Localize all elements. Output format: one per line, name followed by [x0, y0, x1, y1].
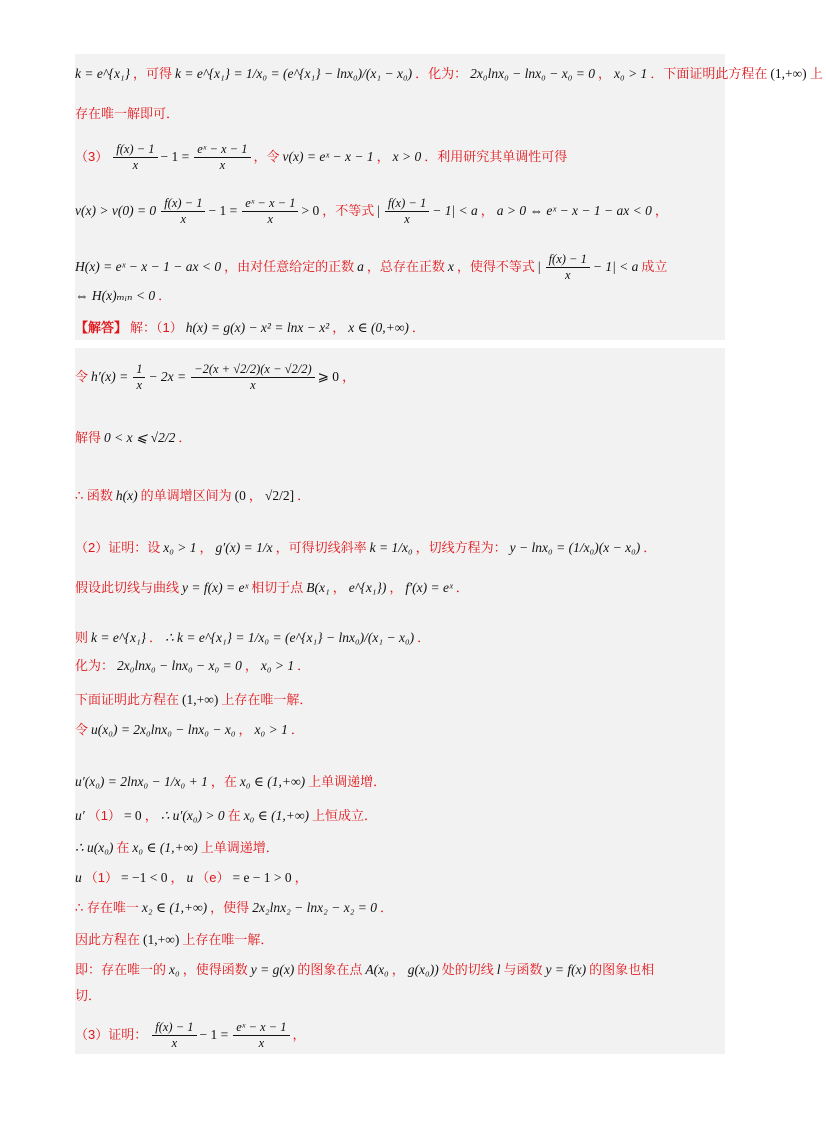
text: ，: [199, 540, 213, 555]
math: v(x) > v(0) = 0: [75, 203, 157, 218]
text: ．: [297, 658, 311, 673]
math: |: [537, 259, 541, 274]
math: − 1| < a: [592, 259, 639, 274]
text: ，使得不等式: [456, 259, 535, 274]
text: ．: [290, 722, 304, 737]
solution-line-11: [75, 808, 380, 824]
text: 成立: [641, 259, 668, 274]
text: ，: [292, 1027, 306, 1042]
math: l: [496, 962, 501, 977]
analysis-line-2: [75, 106, 182, 122]
text: ，: [376, 149, 390, 164]
math: A(x₀: [365, 962, 389, 977]
text: 上: [809, 66, 823, 81]
math: 0 < x ⩽ √2/2: [104, 430, 176, 445]
text: 即：存在唯一的: [75, 962, 167, 977]
text: ，由对任意给定的正数: [224, 259, 355, 274]
text: 上存在唯一解．: [221, 692, 313, 707]
text: （2）证明：设: [75, 540, 161, 555]
text: （3）: [75, 149, 109, 164]
solution-line-6: [75, 630, 433, 646]
math: h′(x) =: [91, 369, 129, 384]
math: u′: [75, 808, 85, 823]
solution-line-4: [75, 540, 659, 556]
text: ∴ 存在唯一: [75, 900, 139, 915]
math: h(x): [115, 488, 138, 503]
analysis-panel: [75, 54, 823, 340]
text: ．: [178, 430, 192, 445]
solution-line-1: [75, 362, 358, 393]
text: ，使得函数: [182, 962, 248, 977]
math: |: [377, 203, 380, 218]
text: 存在唯一解即可．: [75, 106, 180, 121]
solution-line-2: [75, 430, 194, 446]
text: ，: [332, 320, 346, 335]
text: 令: [75, 722, 89, 737]
fraction: $\frac{f(x) - 1}{x}$: [385, 196, 429, 227]
text: ∴ 函数: [75, 488, 113, 503]
math: k = 1/x₀: [369, 540, 413, 555]
math: B(x₁: [306, 580, 330, 595]
math: y = g(x): [250, 962, 295, 977]
analysis-line-5: [75, 252, 670, 283]
text: 上存在唯一解．: [182, 932, 274, 947]
math: u: [75, 870, 82, 885]
fraction: $\frac{-2(x + √2/2)(x - √2/2)}{x}$: [191, 362, 314, 393]
math: − 1 =: [208, 203, 238, 218]
math: u(x₀) = 2x₀lnx₀ − lnx₀ − x₀: [91, 722, 236, 737]
math: e^{x₁}): [348, 580, 387, 595]
text: 在: [116, 840, 130, 855]
text: ，: [391, 962, 405, 977]
math: (1,+∞): [182, 692, 219, 707]
text: 因此方程在: [75, 932, 141, 947]
math: − 1 =: [199, 1027, 229, 1042]
math: (1,+∞): [770, 66, 807, 81]
math: x ∈ (0,+∞): [348, 320, 409, 335]
math: 2x₀lnx₀ − lnx₀ − x₀ = 0: [470, 66, 595, 81]
math: g′(x) = 1/x: [215, 540, 273, 555]
math: h(x) = g(x) − x² = lnx − x²: [185, 320, 330, 335]
text: ，: [244, 658, 258, 673]
math: x₀ > 1: [260, 658, 295, 673]
text: 解得: [75, 430, 102, 445]
fraction: $\frac{\text{eˣ − x − 1}}{x}$: [242, 196, 298, 227]
text: 上恒成立．: [311, 808, 377, 823]
math: a > 0 ⇔ eˣ − x − 1 − ax < 0: [496, 203, 652, 218]
solution-line-15: [75, 932, 276, 948]
text: 的单调增区间为: [140, 488, 232, 503]
text: ，: [144, 808, 158, 823]
text: （1）: [84, 870, 118, 885]
math: x₀: [169, 962, 180, 977]
solution-line-18: [75, 1020, 309, 1051]
solution-line-17: [75, 988, 104, 1004]
math: k = e^{x₁}: [91, 630, 147, 645]
fraction: $\frac{f(x) - 1}{x}$: [546, 252, 590, 283]
text: ，: [332, 580, 346, 595]
text: ．: [411, 320, 425, 335]
math: 2x₂lnx₂ − lnx₂ − x₂ = 0: [252, 900, 378, 915]
math: x₀ ∈ (1,+∞): [239, 774, 306, 789]
text: 上单调递增．: [200, 840, 279, 855]
solution-line-8: [75, 692, 315, 708]
solution-panel: [75, 348, 725, 1054]
text: （3）证明：: [75, 1027, 148, 1042]
math: y = f(x) = eˣ: [182, 580, 249, 595]
math: 2x₀lnx₀ − lnx₀ − x₀ = 0: [117, 658, 242, 673]
text: ．: [417, 630, 431, 645]
analysis-line-1: [75, 66, 826, 82]
analysis-line-6: [75, 288, 174, 304]
math: k = e^{x₁} = 1/x₀ = (e^{x₁} − lnx₀)/(x₁ − x₀): [175, 66, 413, 81]
text: 化为：: [75, 658, 115, 673]
text: ，总存在正数: [366, 259, 445, 274]
fraction: $\frac{f(x) - 1}{x}$: [152, 1020, 196, 1051]
math: − 1 =: [160, 149, 190, 164]
math: u′(x₀) = 2lnx₀ − 1/x₀ + 1: [75, 774, 208, 789]
math: ∴ k = e^{x₁} = 1/x₀ = (e^{x₁} − lnx₀)/(x₁ − x₀): [165, 630, 415, 645]
text: ，: [248, 488, 262, 503]
math: u: [186, 870, 194, 885]
analysis-line-3: [75, 142, 570, 173]
math: H(x) = eˣ − x − 1 − ax < 0: [75, 259, 222, 274]
text: 与函数: [503, 962, 543, 977]
text: 切．: [75, 988, 102, 1003]
analysis-line-7: [75, 320, 428, 336]
math: v(x) = eˣ − x − 1: [282, 149, 374, 164]
text: 令: [75, 369, 89, 384]
math: f′(x) = eˣ: [405, 580, 453, 595]
text: ，: [480, 203, 494, 218]
math: = e − 1 > 0: [232, 870, 292, 885]
math: k = e^{x₁}: [75, 66, 131, 81]
math: x₀ > 1: [163, 540, 197, 555]
solution-line-13: [75, 870, 311, 886]
answer-label: 【解答】: [75, 320, 128, 335]
text: 假设此切线与曲线: [75, 580, 180, 595]
math: − 1| < a: [432, 203, 478, 218]
text: 处的切线: [441, 962, 494, 977]
text: ．: [455, 580, 469, 595]
solution-line-7: [75, 658, 313, 674]
text: ．: [380, 900, 394, 915]
math: x: [447, 259, 454, 274]
text: ，切线方程为：: [415, 540, 507, 555]
text: 下面证明此方程在: [75, 692, 180, 707]
text: ，: [294, 870, 308, 885]
text: ．: [643, 540, 657, 555]
solution-line-10: [75, 774, 389, 790]
text: ，: [389, 580, 403, 595]
text: ．: [158, 288, 172, 303]
fraction: $\frac{\text{eˣ − x − 1}}{x}$: [233, 1020, 289, 1051]
math: ∴ u′(x₀) > 0: [160, 808, 225, 823]
text: ，令: [253, 149, 280, 164]
math: a: [357, 259, 364, 274]
solution-line-3: [75, 488, 313, 504]
math: > 0: [301, 203, 320, 218]
math: = 0: [123, 808, 142, 823]
math: y − lnx₀ = (1/x₀)(x − x₀): [509, 540, 641, 555]
text: ．化为：: [415, 66, 468, 81]
text: 上单调递增．: [308, 774, 387, 789]
math: (1,+∞): [143, 932, 180, 947]
solution-line-5: [75, 580, 472, 596]
text: （1）: [87, 808, 121, 823]
text: ，可得: [133, 66, 173, 81]
fraction: $\frac{f(x) - 1}{x}$: [113, 142, 157, 173]
math: g(x₀)): [407, 962, 439, 977]
text: 的图象在点: [297, 962, 363, 977]
math: x₀ > 1: [254, 722, 288, 737]
math: ⇔ H(x)ₘᵢₙ < 0: [75, 288, 156, 303]
text: ，在: [210, 774, 237, 789]
text: ．利用研究其单调性可得: [424, 149, 568, 164]
text: ，: [598, 66, 612, 81]
text: ，: [342, 369, 356, 384]
math: (0: [234, 488, 246, 503]
text: ，: [170, 870, 184, 885]
text: ，可得切线斜率: [275, 540, 367, 555]
text: 在: [227, 808, 241, 823]
fraction: $\frac{1}{x}$: [133, 362, 145, 393]
text: （e）: [196, 870, 230, 885]
text: ，不等式: [322, 203, 375, 218]
math: x₀ ∈ (1,+∞): [243, 808, 309, 823]
text: 解：（1）: [130, 320, 183, 335]
text: ，: [238, 722, 252, 737]
solution-line-14: [75, 900, 396, 916]
math: = −1 < 0: [120, 870, 168, 885]
math: x₀ > 1: [614, 66, 648, 81]
solution-line-16: [75, 962, 657, 978]
text: ，: [654, 203, 668, 218]
math: x > 0: [392, 149, 422, 164]
fraction: $\frac{\text{eˣ − x − 1}}{x}$: [194, 142, 250, 173]
math: x₀ ∈ (1,+∞): [132, 840, 198, 855]
math: ∴ u(x₀): [75, 840, 114, 855]
math: √2/2]: [264, 488, 295, 503]
solution-line-12: [75, 840, 282, 856]
text: 则: [75, 630, 89, 645]
analysis-line-4: [75, 196, 671, 227]
solution-line-9: [75, 722, 307, 738]
text: 相切于点: [251, 580, 304, 595]
math: x₂ ∈ (1,+∞): [141, 900, 208, 915]
math: − 2x =: [148, 369, 187, 384]
text: ，使得: [210, 900, 250, 915]
text: ．下面证明此方程在: [650, 66, 768, 81]
text: ．: [297, 488, 311, 503]
text: ．: [149, 630, 163, 645]
text: 的图象也相: [589, 962, 655, 977]
fraction: $\frac{f(x) - 1}{x}$: [161, 196, 205, 227]
math: ⩾ 0: [317, 369, 340, 384]
math: y = f(x): [545, 962, 587, 977]
